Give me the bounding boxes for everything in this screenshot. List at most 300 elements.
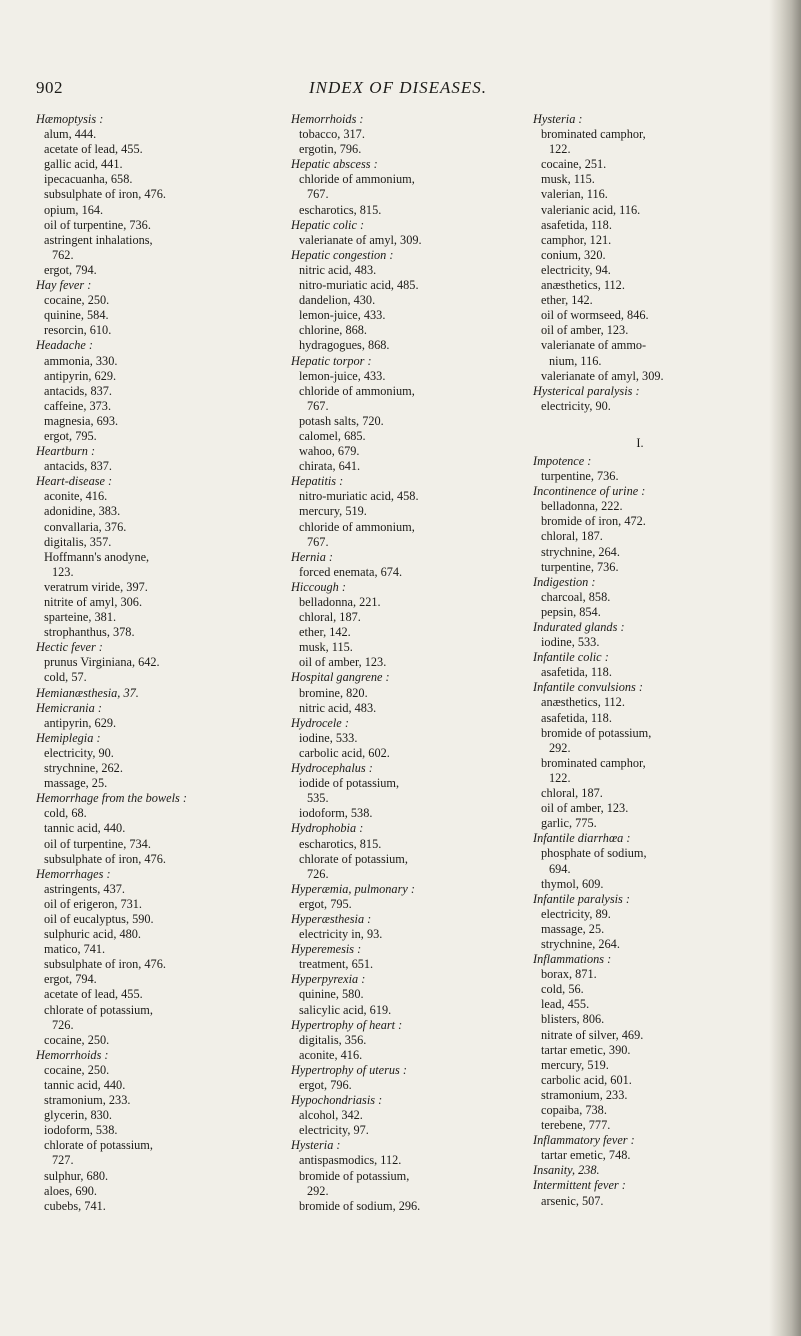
index-item-text: subsulphate of iron, 476. bbox=[44, 187, 166, 202]
index-item bbox=[44, 1138, 282, 1168]
index-item-text: chloride of ammonium, bbox=[299, 172, 415, 187]
index-item-text: adonidine, 383. bbox=[44, 504, 121, 519]
index-item-text: massage, 25. bbox=[44, 776, 108, 791]
index-item-text: iodoform, 538. bbox=[44, 1123, 118, 1138]
index-item-text: dandelion, 430. bbox=[299, 293, 376, 308]
index-item-text: tannic acid, 440. bbox=[44, 821, 126, 836]
index-item bbox=[541, 187, 769, 202]
index-item bbox=[541, 1118, 769, 1133]
index-item-continuation: 122. bbox=[549, 142, 571, 157]
index-item bbox=[541, 203, 769, 218]
index-item-text: alcohol, 342. bbox=[299, 1108, 363, 1123]
index-item bbox=[299, 369, 525, 384]
index-item bbox=[44, 761, 282, 776]
index-item-continuation: 726. bbox=[52, 1017, 74, 1032]
index-item-text: ergot, 795. bbox=[299, 896, 352, 911]
index-heading: Hemicrania : bbox=[36, 700, 102, 715]
index-item bbox=[541, 816, 769, 831]
index-item bbox=[541, 545, 769, 560]
index-item-text: tannic acid, 440. bbox=[44, 1078, 126, 1092]
index-item-text: prunus Virginiana, 642. bbox=[44, 655, 160, 670]
index-item-continuation: 292. bbox=[549, 740, 571, 755]
index-item-text: gallic acid, 441. bbox=[44, 157, 123, 172]
index-item bbox=[299, 233, 525, 248]
index-item-text: subsulphate of iron, 476. bbox=[44, 957, 166, 972]
index-item bbox=[299, 776, 525, 806]
index-item bbox=[299, 1169, 525, 1199]
index-item bbox=[44, 323, 282, 338]
index-item-text: quinine, 580. bbox=[299, 987, 364, 1002]
index-item-text: aconite, 416. bbox=[44, 489, 108, 504]
index-item-text: arsenic, 507. bbox=[541, 1193, 604, 1208]
index-item bbox=[44, 852, 282, 867]
index-item bbox=[44, 187, 282, 202]
index-item-text: charcoal, 858. bbox=[541, 589, 611, 604]
index-item bbox=[541, 338, 769, 368]
index-heading: Hypertrophy of heart : bbox=[291, 1017, 403, 1032]
index-item-text: musk, 115. bbox=[299, 640, 353, 655]
index-item bbox=[541, 233, 769, 248]
index-item-text: thymol, 609. bbox=[541, 876, 604, 891]
index-item bbox=[541, 157, 769, 172]
index-heading: Hemorrhoids : bbox=[291, 112, 364, 126]
index-heading: Headache : bbox=[36, 338, 94, 353]
index-item-continuation: 726. bbox=[307, 866, 329, 881]
index-item-text: conium, 320. bbox=[541, 247, 606, 262]
index-item-text: oil of erigeron, 731. bbox=[44, 896, 143, 911]
index-item bbox=[541, 695, 769, 710]
index-item-continuation: 767. bbox=[307, 534, 329, 549]
index-item bbox=[299, 203, 525, 218]
index-item-text: quinine, 584. bbox=[44, 308, 109, 323]
index-item bbox=[44, 459, 282, 474]
index-item-text: bromide of sodium, 296. bbox=[299, 1198, 421, 1213]
index-item-text: bromine, 820. bbox=[299, 685, 368, 700]
index-item-text: resorcin, 610. bbox=[44, 323, 112, 338]
index-item bbox=[541, 1012, 769, 1027]
index-heading: Hospital gangrene : bbox=[291, 670, 390, 685]
index-item-text: belladonna, 222. bbox=[541, 499, 623, 514]
index-item bbox=[44, 1108, 282, 1123]
index-item-text: subsulphate of iron, 476. bbox=[44, 851, 166, 866]
index-item bbox=[44, 429, 282, 444]
index-item-continuation: nium, 116. bbox=[549, 353, 602, 368]
index-item bbox=[541, 801, 769, 816]
index-item-text: garlic, 775. bbox=[541, 816, 597, 831]
index-item bbox=[541, 278, 769, 293]
index-item-text: cocaine, 250. bbox=[44, 1062, 110, 1077]
index-item bbox=[299, 731, 525, 746]
index-item bbox=[299, 278, 525, 293]
index-item bbox=[44, 414, 282, 429]
index-heading: Hernia : bbox=[291, 549, 334, 564]
index-item bbox=[44, 882, 282, 897]
index-item bbox=[541, 514, 769, 529]
index-item-text: chlorine, 868. bbox=[299, 323, 367, 338]
index-item bbox=[541, 726, 769, 756]
index-item bbox=[44, 142, 282, 157]
index-item-text: strychnine, 264. bbox=[541, 936, 620, 951]
index-item-text: copaiba, 738. bbox=[541, 1103, 607, 1117]
index-item bbox=[541, 399, 769, 414]
index-item bbox=[541, 469, 769, 484]
index-item bbox=[44, 580, 282, 595]
index-item-text: massage, 25. bbox=[541, 921, 605, 936]
index-item-continuation: 767. bbox=[307, 187, 329, 202]
index-item bbox=[541, 982, 769, 997]
index-item bbox=[541, 1088, 769, 1103]
index-item bbox=[44, 1078, 282, 1093]
index-item bbox=[541, 1194, 769, 1209]
index-item bbox=[541, 937, 769, 952]
index-item bbox=[44, 535, 282, 550]
index-item-text: lead, 455. bbox=[541, 997, 590, 1012]
index-item-text: strophanthus, 378. bbox=[44, 625, 135, 640]
index-heading: Impotence : bbox=[533, 453, 592, 468]
index-item-text: sparteine, 381. bbox=[44, 610, 117, 625]
index-item-text: asafetida, 118. bbox=[541, 710, 612, 725]
index-column-1 bbox=[36, 112, 282, 1214]
index-item-continuation: 762. bbox=[52, 247, 74, 262]
index-column-2 bbox=[291, 112, 525, 1214]
index-item-text: nitrate of silver, 469. bbox=[541, 1027, 644, 1042]
index-item bbox=[299, 595, 525, 610]
index-heading: Hypochondriasis : bbox=[291, 1093, 383, 1108]
index-item-text: cocaine, 250. bbox=[44, 293, 110, 308]
index-item-text: sulphur, 680. bbox=[44, 1168, 109, 1183]
index-item bbox=[44, 716, 282, 731]
index-item-text: electricity, 94. bbox=[541, 262, 611, 277]
index-item bbox=[44, 263, 282, 278]
index-heading: Insanity, 238. bbox=[533, 1163, 600, 1178]
index-heading: Heart-disease : bbox=[36, 474, 113, 489]
index-item-text: electricity, 89. bbox=[541, 906, 611, 921]
index-item-text: oil of amber, 123. bbox=[299, 655, 387, 670]
index-item bbox=[44, 504, 282, 519]
index-item-text: lemon-juice, 433. bbox=[299, 308, 386, 323]
index-item bbox=[44, 897, 282, 912]
index-item bbox=[541, 560, 769, 575]
index-item bbox=[299, 489, 525, 504]
index-item-text: chloride of ammonium, bbox=[299, 519, 415, 534]
index-item-text: anæsthetics, 112. bbox=[541, 278, 625, 293]
index-item-text: iodoform, 538. bbox=[299, 806, 373, 821]
section-letter: I. bbox=[636, 435, 644, 450]
index-item-text: ergot, 794. bbox=[44, 262, 97, 277]
index-heading: Hepatic colic : bbox=[291, 217, 365, 232]
index-item bbox=[541, 218, 769, 233]
index-item-text: opium, 164. bbox=[44, 202, 104, 217]
index-item bbox=[541, 1148, 769, 1163]
index-heading: Hyperemesis : bbox=[291, 942, 362, 957]
binding-edge bbox=[769, 0, 801, 1336]
index-item-text: antispasmodics, 112. bbox=[299, 1153, 402, 1168]
index-item bbox=[299, 957, 525, 972]
index-item bbox=[541, 499, 769, 514]
index-item bbox=[299, 701, 525, 716]
index-item bbox=[541, 293, 769, 308]
index-item bbox=[44, 218, 282, 233]
index-item bbox=[44, 1123, 282, 1138]
index-item-text: glycerin, 830. bbox=[44, 1108, 112, 1123]
index-item-text: ether, 142. bbox=[299, 625, 351, 640]
index-item-text: oil of eucalyptus, 590. bbox=[44, 911, 154, 926]
index-item-text: phosphate of sodium, bbox=[541, 846, 647, 861]
index-item-text: matico, 741. bbox=[44, 942, 106, 957]
index-item bbox=[541, 172, 769, 187]
index-item-text: digitalis, 356. bbox=[299, 1032, 367, 1047]
index-item-text: borax, 871. bbox=[541, 967, 597, 982]
index-item-text: cocaine, 250. bbox=[44, 1032, 110, 1047]
index-item-text: caffeine, 373. bbox=[44, 398, 112, 413]
index-item bbox=[541, 756, 769, 786]
index-heading: Infantile diarrhœa : bbox=[533, 831, 631, 846]
index-heading: Hypertrophy of uterus : bbox=[291, 1062, 408, 1077]
index-item-text: brominated camphor, bbox=[541, 755, 646, 770]
index-item bbox=[541, 997, 769, 1012]
index-item-text: carbolic acid, 602. bbox=[299, 745, 390, 760]
index-item bbox=[299, 686, 525, 701]
index-item-text: carbolic acid, 601. bbox=[541, 1072, 632, 1087]
index-item-text: cold, 56. bbox=[541, 982, 584, 997]
index-item bbox=[299, 1003, 525, 1018]
index-item bbox=[299, 504, 525, 519]
index-item bbox=[44, 308, 282, 323]
index-item bbox=[541, 907, 769, 922]
index-item bbox=[541, 711, 769, 726]
index-item bbox=[44, 520, 282, 535]
index-item-text: chlorate of potassium, bbox=[299, 851, 408, 866]
index-item bbox=[541, 1073, 769, 1088]
index-item bbox=[299, 323, 525, 338]
index-item bbox=[541, 529, 769, 544]
index-item bbox=[299, 1108, 525, 1123]
index-heading: Intermittent fever : bbox=[533, 1178, 626, 1193]
index-item bbox=[299, 1123, 525, 1138]
index-item bbox=[541, 922, 769, 937]
index-item-text: cold, 68. bbox=[44, 806, 87, 821]
index-item-text: aconite, 416. bbox=[299, 1047, 363, 1062]
index-item bbox=[541, 605, 769, 620]
index-item-text: convallaria, 376. bbox=[44, 519, 127, 534]
index-item-text: chlorate of potassium, bbox=[44, 1002, 153, 1017]
index-item bbox=[541, 846, 769, 876]
index-item-text: iodine, 533. bbox=[299, 730, 358, 745]
page-header bbox=[0, 78, 801, 102]
index-item bbox=[44, 550, 282, 580]
index-item-text: anæsthetics, 112. bbox=[541, 695, 625, 710]
index-item bbox=[299, 127, 525, 142]
index-item bbox=[44, 1003, 282, 1033]
index-item-text: alum, 444. bbox=[44, 127, 97, 142]
index-heading: Hemorrhoids : bbox=[36, 1047, 109, 1062]
index-item-text: nitro-muriatic acid, 485. bbox=[299, 278, 419, 293]
index-item bbox=[541, 308, 769, 323]
index-item-continuation: 694. bbox=[549, 861, 571, 876]
index-item bbox=[299, 746, 525, 761]
index-item-text: salicylic acid, 619. bbox=[299, 1002, 392, 1017]
index-item bbox=[299, 655, 525, 670]
index-item bbox=[44, 595, 282, 610]
index-item-text: valerianate of ammo- bbox=[541, 338, 647, 353]
index-item-text: camphor, 121. bbox=[541, 232, 612, 247]
index-heading: Hectic fever : bbox=[36, 640, 103, 655]
index-item-text: nitrite of amyl, 306. bbox=[44, 595, 143, 609]
index-item bbox=[299, 1048, 525, 1063]
index-item-text: magnesia, 693. bbox=[44, 413, 119, 428]
index-item bbox=[541, 877, 769, 892]
index-column-3 bbox=[533, 112, 769, 1209]
index-item bbox=[44, 1033, 282, 1048]
index-item bbox=[44, 837, 282, 852]
index-item bbox=[541, 635, 769, 650]
index-item bbox=[44, 354, 282, 369]
index-item bbox=[299, 610, 525, 625]
index-item bbox=[299, 837, 525, 852]
index-item bbox=[44, 942, 282, 957]
index-item-text: wahoo, 679. bbox=[299, 444, 360, 459]
index-item bbox=[299, 520, 525, 550]
index-item bbox=[44, 1063, 282, 1078]
index-item bbox=[541, 590, 769, 605]
index-item-text: bromide of iron, 472. bbox=[541, 514, 646, 529]
index-item bbox=[44, 172, 282, 187]
index-item bbox=[44, 1093, 282, 1108]
index-item bbox=[541, 665, 769, 680]
index-item-text: bromide of potassium, bbox=[541, 725, 652, 740]
index-item bbox=[299, 1078, 525, 1093]
index-item bbox=[541, 323, 769, 338]
index-item bbox=[44, 127, 282, 142]
index-item bbox=[44, 670, 282, 685]
index-item bbox=[299, 1033, 525, 1048]
index-item bbox=[299, 459, 525, 474]
index-item-text: chloral, 187. bbox=[299, 610, 361, 625]
index-item-text: oil of turpentine, 734. bbox=[44, 836, 151, 851]
index-item-text: astringents, 437. bbox=[44, 881, 125, 896]
index-heading: Hysterical paralysis : bbox=[533, 383, 640, 398]
index-item-text: oil of wormseed, 846. bbox=[541, 308, 649, 323]
index-item-text: acetate of lead, 455. bbox=[44, 142, 143, 157]
index-item-text: antacids, 837. bbox=[44, 383, 112, 398]
page-number: 902 bbox=[36, 78, 63, 97]
index-item-text: terebene, 777. bbox=[541, 1118, 611, 1133]
index-item bbox=[44, 912, 282, 927]
index-item bbox=[541, 967, 769, 982]
index-item-text: turpentine, 736. bbox=[541, 469, 619, 484]
index-item bbox=[299, 444, 525, 459]
index-item bbox=[44, 776, 282, 791]
index-heading: Hemorrhages : bbox=[36, 866, 111, 881]
index-item bbox=[44, 293, 282, 308]
index-item-text: ether, 142. bbox=[541, 293, 593, 308]
index-item-text: acetate of lead, 455. bbox=[44, 987, 143, 1002]
index-heading: Hydrophobia : bbox=[291, 821, 364, 836]
index-item bbox=[299, 852, 525, 882]
index-heading: Inflammations : bbox=[533, 952, 612, 967]
index-item-text: chirata, 641. bbox=[299, 459, 361, 474]
index-item-text: pepsin, 854. bbox=[541, 604, 601, 619]
index-item bbox=[299, 927, 525, 942]
index-item-text: escharotics, 815. bbox=[299, 836, 382, 851]
index-item bbox=[299, 640, 525, 655]
index-item-text: asafetida, 118. bbox=[541, 217, 612, 232]
index-item bbox=[44, 655, 282, 670]
index-item bbox=[299, 1153, 525, 1168]
index-heading: Indurated glands : bbox=[533, 620, 625, 634]
index-item-text: asafetida, 118. bbox=[541, 665, 612, 680]
index-heading: Hydrocephalus : bbox=[291, 761, 373, 776]
index-item bbox=[299, 338, 525, 353]
index-item bbox=[44, 610, 282, 625]
index-heading: Hysteria : bbox=[291, 1138, 341, 1153]
index-item-text: ammonia, 330. bbox=[44, 353, 118, 368]
index-item-text: mercury, 519. bbox=[541, 1057, 609, 1072]
index-item-text: digitalis, 357. bbox=[44, 534, 112, 549]
index-item bbox=[541, 1028, 769, 1043]
index-item bbox=[299, 806, 525, 821]
index-item bbox=[299, 172, 525, 202]
index-item-text: electricity, 90. bbox=[44, 745, 114, 760]
index-item-text: iodide of potassium, bbox=[299, 776, 400, 791]
index-heading: Hydrocele : bbox=[291, 715, 349, 730]
index-item-text: valerianate of amyl, 309. bbox=[299, 232, 422, 247]
index-item bbox=[44, 1199, 282, 1214]
index-heading: Inflammatory fever : bbox=[533, 1133, 635, 1148]
index-item-text: turpentine, 736. bbox=[541, 559, 619, 574]
index-item-text: nitric acid, 483. bbox=[299, 700, 377, 715]
index-item-text: blisters, 806. bbox=[541, 1012, 605, 1027]
index-item bbox=[44, 972, 282, 987]
index-item bbox=[541, 248, 769, 263]
index-heading: Hepatic congestion : bbox=[291, 247, 394, 262]
index-item bbox=[299, 625, 525, 640]
index-item-text: ergot, 794. bbox=[44, 972, 97, 987]
index-item-text: tartar emetic, 748. bbox=[541, 1148, 631, 1163]
index-item-text: hydragogues, 868. bbox=[299, 338, 390, 353]
index-item-text: ergot, 796. bbox=[299, 1078, 352, 1092]
index-item-continuation: 727. bbox=[52, 1153, 74, 1168]
index-item-text: forced enemata, 674. bbox=[299, 564, 403, 579]
running-title: INDEX OF DISEASES. bbox=[309, 78, 488, 97]
index-item-text: nitric acid, 483. bbox=[299, 262, 377, 277]
index-item bbox=[44, 384, 282, 399]
index-item-text: ergot, 795. bbox=[44, 428, 97, 443]
index-heading: Hyperæsthesia : bbox=[291, 911, 372, 926]
index-item-text: sulphuric acid, 480. bbox=[44, 927, 141, 942]
index-item bbox=[541, 1043, 769, 1058]
index-item bbox=[44, 369, 282, 384]
index-item bbox=[44, 927, 282, 942]
index-item-text: cubebs, 741. bbox=[44, 1198, 106, 1213]
index-item-text: oil of turpentine, 736. bbox=[44, 217, 151, 232]
index-item bbox=[541, 263, 769, 278]
index-heading: Hepatic torpor : bbox=[291, 353, 372, 368]
index-item bbox=[44, 399, 282, 414]
index-item-text: stramonium, 233. bbox=[541, 1087, 628, 1102]
index-heading: Incontinence of urine : bbox=[533, 484, 646, 499]
index-item bbox=[541, 1103, 769, 1118]
index-item bbox=[299, 384, 525, 414]
index-heading: Hyperæmia, pulmonary : bbox=[291, 881, 415, 896]
index-item-text: veratrum viride, 397. bbox=[44, 579, 148, 594]
index-item-text: cocaine, 251. bbox=[541, 157, 607, 172]
index-item-text: musk, 115. bbox=[541, 172, 595, 187]
index-item-text: chloral, 187. bbox=[541, 529, 603, 544]
index-item-continuation: 767. bbox=[307, 398, 329, 413]
index-item bbox=[299, 429, 525, 444]
index-item bbox=[44, 233, 282, 263]
